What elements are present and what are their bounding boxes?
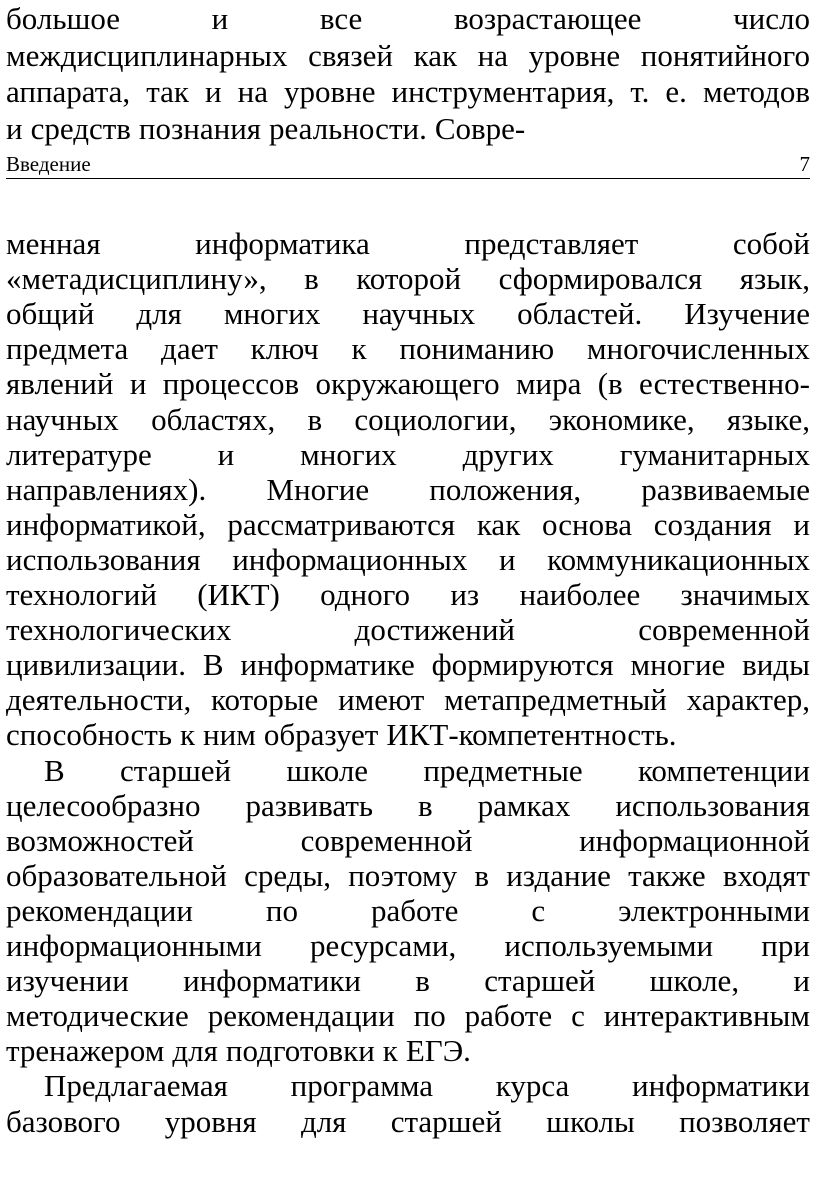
word: большое	[6, 1, 120, 36]
word: виды	[742, 647, 810, 683]
word: коммуникационных	[547, 541, 810, 577]
word: В	[202, 647, 224, 683]
word: изучении	[6, 963, 129, 999]
word: методические	[6, 998, 189, 1034]
word: к	[351, 331, 367, 367]
body-line	[6, 682, 810, 718]
word: областях,	[151, 401, 276, 437]
word: положения,	[429, 471, 582, 507]
word: уровня	[164, 1103, 257, 1139]
word: методов	[702, 74, 810, 109]
word: областей.	[517, 296, 643, 332]
word: достижений	[354, 612, 516, 648]
word: при	[761, 928, 810, 963]
word: рекомендации	[207, 998, 395, 1034]
body-line	[6, 1033, 810, 1069]
word: предмета	[6, 331, 129, 367]
word: используемыми	[504, 928, 714, 963]
word: для	[136, 296, 182, 332]
word: язык,	[739, 261, 810, 297]
word: (ИКТ)	[197, 577, 280, 612]
word: экономике,	[548, 401, 695, 437]
word: рекомендации	[6, 892, 193, 928]
word: научных	[362, 296, 476, 332]
word: тренажером	[6, 1033, 165, 1069]
word: и	[498, 541, 516, 577]
word: социологии,	[354, 401, 517, 437]
word: научных	[6, 401, 119, 437]
body-line	[6, 788, 810, 824]
word: работе	[371, 892, 459, 928]
word: дает	[161, 331, 218, 367]
word: развивать	[245, 787, 374, 823]
word: возрастающее	[453, 1, 642, 36]
word: Совре-	[434, 110, 526, 146]
word: как	[476, 506, 521, 542]
word: наиболее	[519, 577, 641, 612]
body-line	[6, 1068, 810, 1104]
word: информационных	[232, 541, 468, 577]
word: как	[413, 37, 458, 73]
word: информатики	[183, 963, 362, 999]
body-line	[6, 331, 810, 367]
body-line	[6, 753, 810, 789]
section-title: Введение	[6, 152, 91, 176]
word: число	[733, 1, 810, 36]
word: собой	[732, 226, 810, 261]
prev-line	[6, 1, 810, 37]
word: к	[179, 717, 196, 753]
word: программа	[290, 1068, 434, 1104]
word: и	[793, 506, 810, 542]
word: образует	[263, 717, 379, 753]
prev-line	[6, 111, 810, 147]
word: возможностей	[6, 822, 195, 858]
word: старшей	[119, 752, 232, 788]
body-line	[6, 296, 810, 332]
word: информатике	[240, 647, 415, 683]
body-line	[6, 717, 810, 753]
word: школы	[546, 1103, 635, 1139]
word: курса	[495, 1068, 570, 1104]
word: в	[415, 963, 430, 999]
body-line	[6, 647, 810, 683]
running-header	[6, 152, 810, 179]
word: информатика	[195, 226, 370, 261]
word: связей	[308, 37, 393, 73]
word: информационной	[579, 822, 810, 858]
word: входят	[722, 857, 810, 893]
word: использования	[615, 787, 810, 823]
word: понятийного	[640, 37, 810, 73]
word: основа	[541, 506, 633, 542]
word: с	[571, 998, 585, 1034]
word: пониманию	[399, 331, 555, 367]
word: средств	[30, 110, 131, 146]
word: способность	[6, 717, 172, 753]
word: современной	[638, 612, 810, 648]
word: метапредметный	[444, 682, 667, 718]
word: среды,	[244, 857, 332, 893]
word: уровне	[284, 74, 376, 109]
word: мира	[515, 366, 582, 402]
word: многих	[223, 296, 321, 332]
body-line	[6, 402, 810, 438]
word: познания	[138, 110, 262, 146]
body-line	[6, 472, 810, 508]
word: и	[793, 963, 810, 999]
word: по	[413, 998, 446, 1034]
prev-line	[6, 74, 810, 110]
word: многих	[300, 436, 397, 472]
word: уровне	[528, 37, 621, 73]
body-line	[6, 437, 810, 473]
word: и	[6, 110, 23, 146]
body-line	[6, 366, 810, 402]
word: (в	[597, 366, 623, 402]
word: реальности.	[269, 110, 427, 146]
word: из	[450, 577, 480, 612]
body-line	[6, 858, 810, 894]
word: направлениях).	[6, 471, 207, 507]
body-line	[6, 823, 810, 859]
word: представляет	[464, 226, 639, 261]
word: инструментария,	[391, 74, 615, 109]
word: «метадисциплину»,	[6, 261, 267, 297]
word: окружающего	[315, 366, 500, 402]
body-line	[6, 507, 810, 543]
word: характер,	[686, 682, 810, 718]
word: междисциплинарных	[6, 37, 288, 73]
word: интерактивным	[603, 998, 810, 1034]
word: целесообразно	[6, 787, 201, 823]
word: т.	[630, 74, 650, 109]
word: образовательной	[6, 857, 227, 893]
word: деятельности,	[6, 682, 192, 718]
word: для	[172, 1033, 218, 1069]
word: Изучение	[684, 296, 810, 332]
word: общий	[6, 296, 95, 332]
word: современной	[300, 822, 473, 858]
word: многие	[630, 647, 726, 683]
word: информационными	[6, 928, 262, 963]
word: с	[531, 892, 546, 928]
word: одного	[320, 577, 411, 612]
word: работе	[464, 998, 553, 1034]
word: рассматриваются	[227, 506, 456, 542]
word: менная	[6, 226, 101, 261]
word: явлений	[6, 366, 114, 402]
word: которые	[210, 682, 319, 718]
word: технологий	[6, 577, 157, 612]
word: предметные	[423, 752, 583, 788]
body-line	[6, 542, 810, 578]
word: на	[237, 74, 268, 109]
word: издание	[506, 857, 611, 893]
word: школе,	[649, 963, 740, 999]
word: других	[462, 436, 554, 472]
word: так	[146, 74, 189, 109]
word: аппарата,	[6, 74, 131, 109]
body-line	[6, 612, 810, 648]
word: компетенции	[637, 752, 810, 788]
word: электронными	[618, 892, 810, 928]
word: к	[382, 1033, 398, 1069]
word: старшей	[390, 1103, 502, 1139]
body-line	[6, 998, 810, 1034]
word: которой	[356, 261, 462, 297]
word: и	[211, 1, 229, 36]
word: развиваемые	[641, 471, 810, 507]
word: е.	[665, 74, 687, 109]
word: и	[205, 74, 222, 109]
word: рамках	[477, 787, 571, 823]
word: многочисленных	[586, 331, 810, 367]
word: Предлагаемая	[44, 1068, 228, 1104]
word: цивилизации.	[6, 647, 186, 683]
body-line	[6, 893, 810, 929]
word: ключ	[250, 331, 319, 367]
word: языке,	[726, 401, 810, 437]
word: для	[300, 1103, 347, 1139]
word: ИКТ-компетентность.	[386, 717, 677, 753]
page-number: 7	[799, 152, 810, 176]
word: и	[217, 436, 235, 472]
word: школе	[286, 752, 369, 788]
word: имеют	[338, 682, 425, 718]
word: также	[628, 857, 706, 893]
word: ресурсами,	[310, 928, 457, 963]
word: в	[304, 261, 319, 297]
word: формируются	[431, 647, 614, 683]
word: на	[477, 37, 509, 73]
word: и	[129, 366, 147, 402]
word: технологических	[6, 612, 232, 648]
word: подготовки	[225, 1033, 375, 1069]
word: значимых	[680, 577, 810, 612]
word: создания	[653, 506, 772, 542]
word: базового	[6, 1103, 121, 1139]
word: информатики	[632, 1068, 810, 1104]
body-line	[6, 928, 810, 964]
word: процессов	[162, 366, 300, 402]
word: поэтому	[348, 857, 458, 893]
word: по	[265, 892, 299, 928]
body-line	[6, 577, 810, 613]
body-line	[6, 261, 810, 297]
word: позволяет	[679, 1103, 810, 1139]
word: ним	[203, 717, 256, 753]
word: старшей	[484, 963, 596, 999]
body-line	[6, 226, 810, 262]
word: естественно-	[639, 366, 810, 402]
word: информатикой,	[6, 506, 206, 542]
word: в	[474, 857, 489, 893]
word: использования	[6, 541, 201, 577]
word: все	[319, 1, 363, 36]
word: сформировался	[498, 261, 703, 297]
body-line	[6, 963, 810, 999]
word: В	[44, 752, 65, 788]
word: в	[307, 401, 323, 437]
word: литературе	[6, 436, 152, 472]
word: в	[418, 787, 433, 823]
word: Многие	[266, 471, 370, 507]
word: гуманитарных	[619, 436, 810, 472]
prev-line	[6, 38, 810, 74]
body-line	[6, 1104, 810, 1140]
word: ЕГЭ.	[405, 1033, 471, 1069]
